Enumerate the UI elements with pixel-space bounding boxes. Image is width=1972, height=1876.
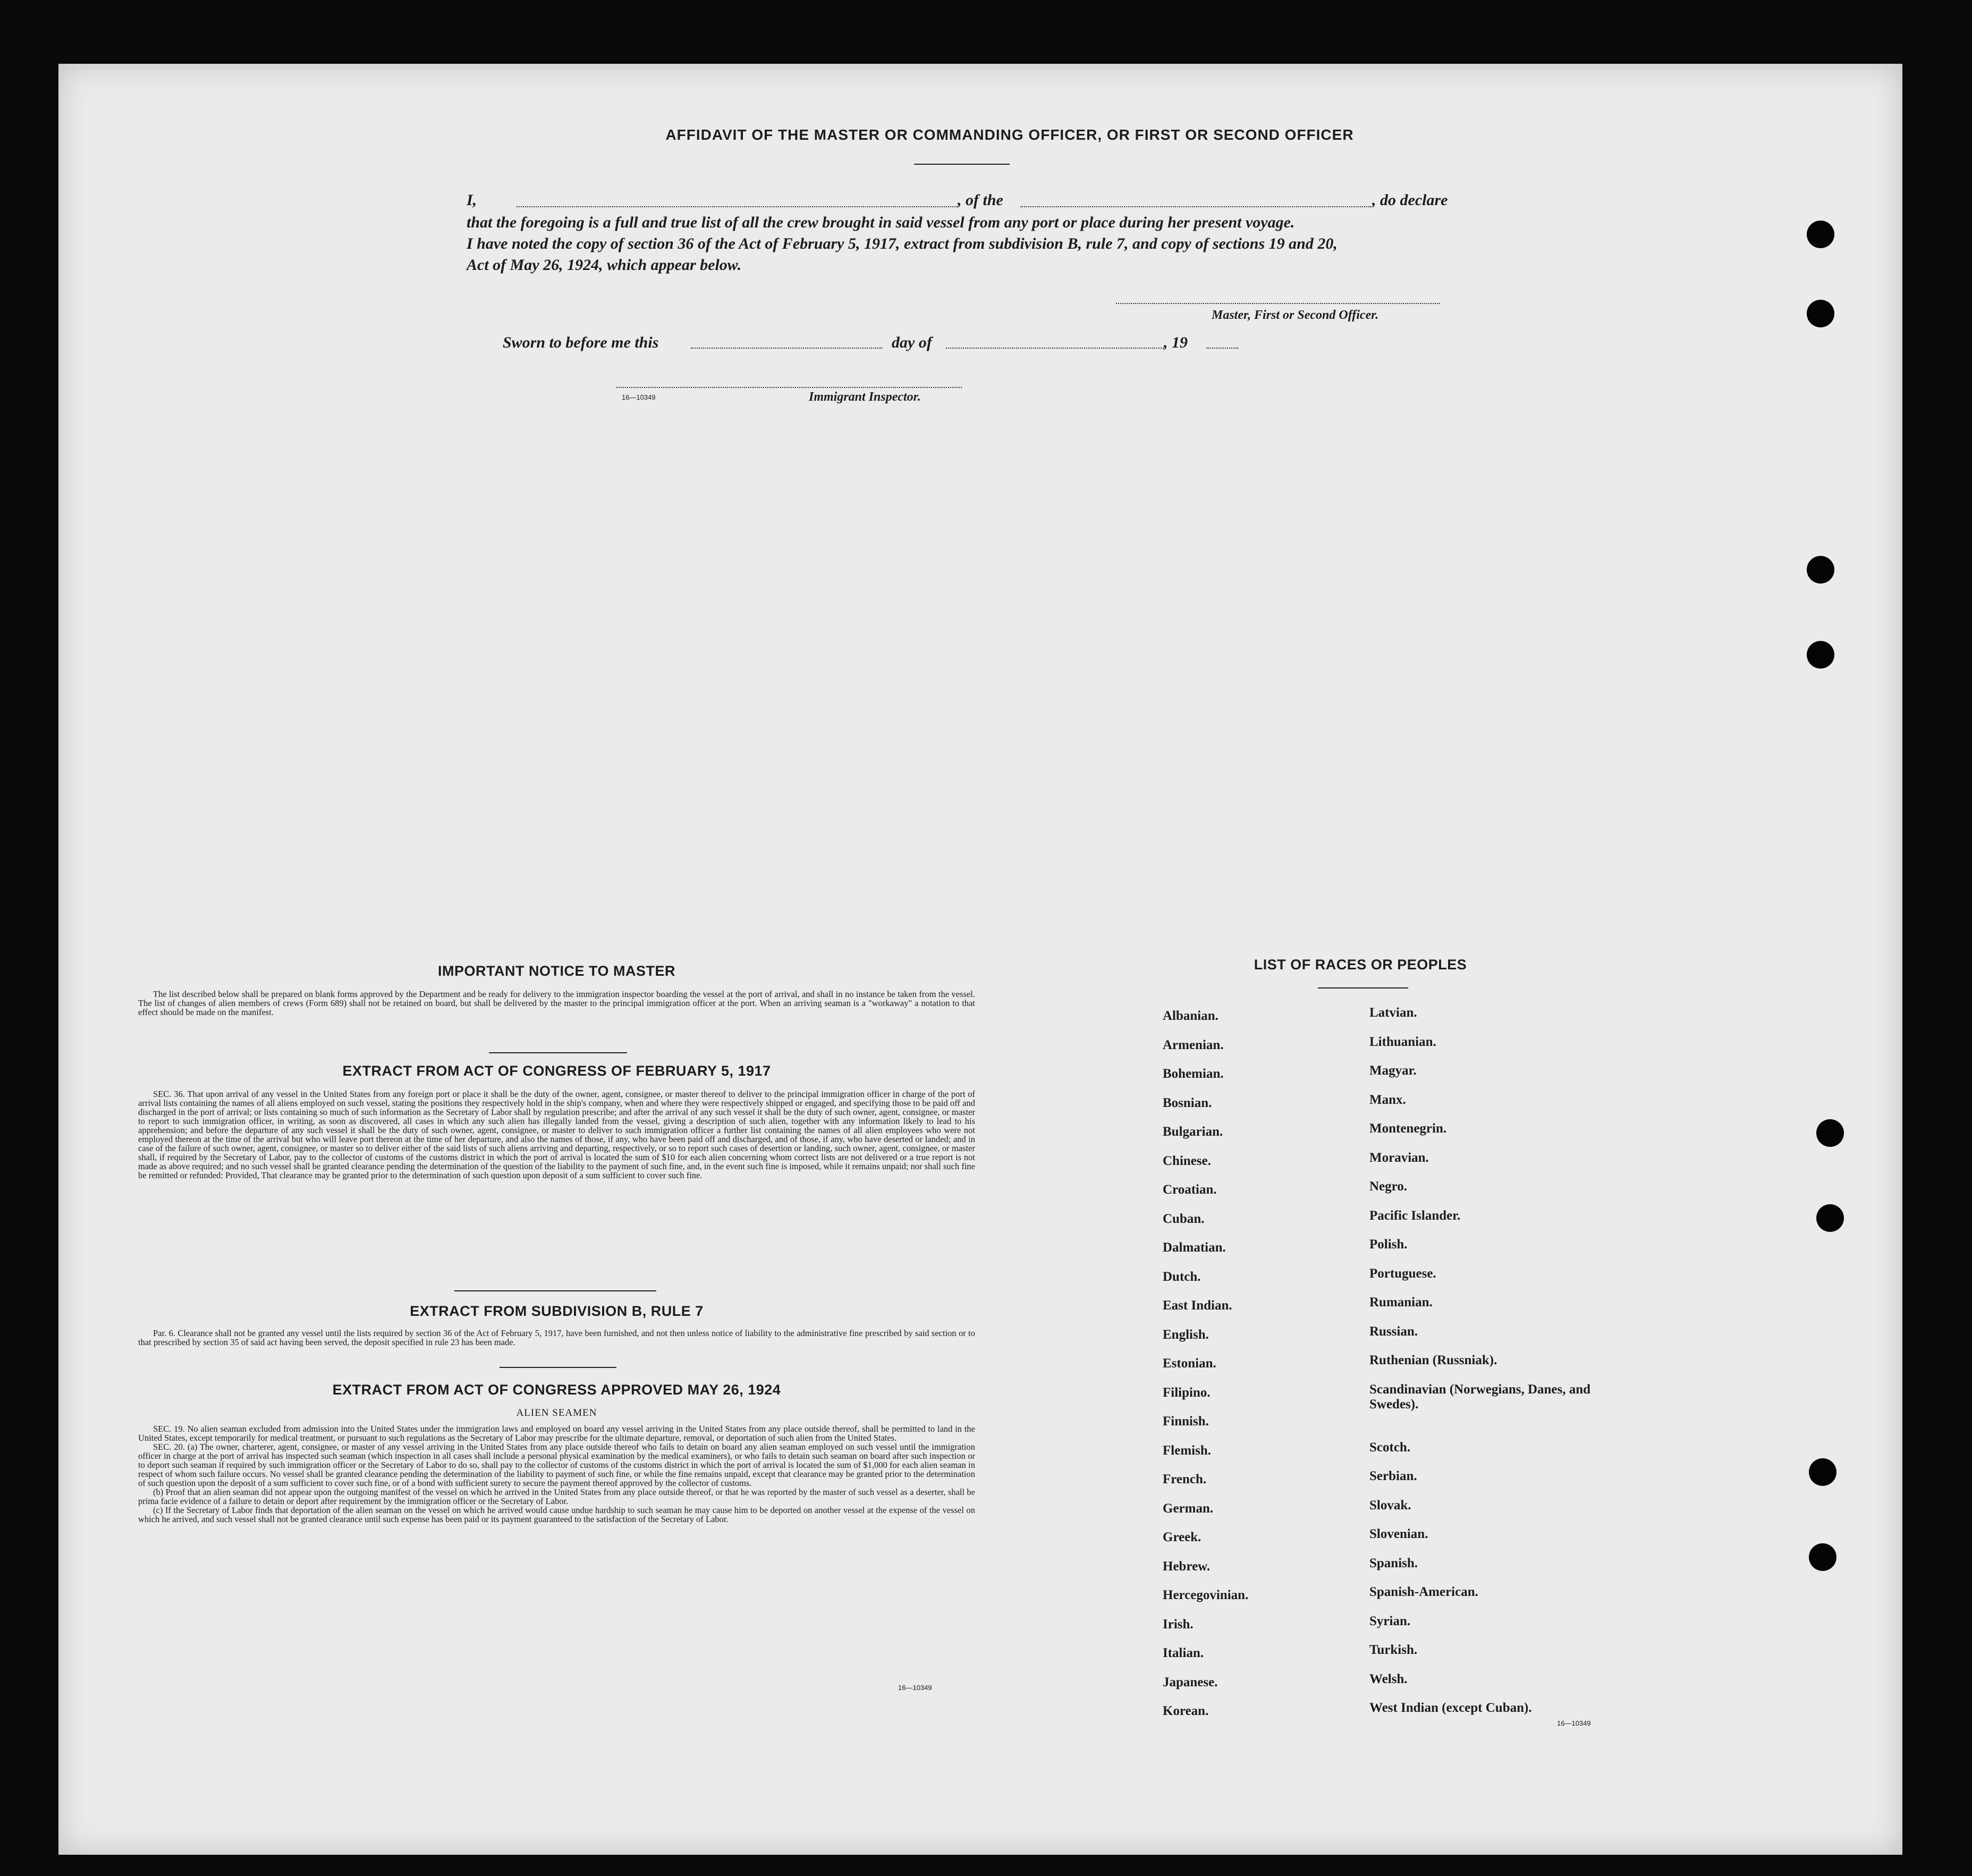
sec-20a-text: SEC. 20. (a) The owner, charterer, agent, consignee, or master of any vessel arriving in the United States from any place outside thereof who fails to detain on board any alien seaman employed on such vessel until the immigration officer in charge at the port of arrival has inspected such seaman (which inspection in all cases shall include a personal physical examination by the medical examiners), or who fails to detain such seaman on board after such inspection or to deport such seaman if required by such immigration officer or the Secretary of Labor to do so, shall pay to the collector of customs of the customs district in which the port of arrival is located the sum of $1,000 for each alien seaman in respect of whom such failure occurs. No vessel shall be granted clearance pending the determination of the liability to payment of such fine, or while the fine remains unpaid, except that clearance may be granted prior to the determination of such question upon the deposit of a sum sufficient to cover such fine, or of a bond with sufficient surety to secure the payment thereof approved by the collector of customs. [138,1442,975,1488]
race-item: Pacific Islander. [1369,1208,1461,1223]
race-item: Japanese. [1163,1675,1218,1689]
punch-hole [1807,556,1834,584]
extract-1917-divider [454,1290,656,1291]
sec-20c-text: (c) If the Secretary of Labor finds that deportation of the alien seaman on the vessel on which he arrived would cause undue hardship to such seaman he may cause him to be deported on another vessel at the expense of the vessel on which he arrived, and such vessel shall not be granted clearance until such expense has been paid or its payment guaranteed to the satisfaction of the Secretary of Labor. [138,1505,975,1524]
race-item: Slovenian. [1369,1527,1428,1541]
race-item: Albanian. [1163,1009,1218,1023]
punch-hole [1809,1543,1836,1571]
extract-1924-body [138,1424,975,1524]
race-item: West Indian (except Cuban). [1369,1701,1532,1715]
affidavit-line-1: that the foregoing is a full and true list of all the crew brought in said vessel from any port or place during her present voyage. [467,214,1295,231]
race-item: Estonian. [1163,1356,1216,1371]
affidavit-line-3: Act of May 26, 1924, which appear below. [467,256,742,274]
master-signature-label: Master, First or Second Officer. [1212,308,1379,322]
master-signature-blank[interactable] [1116,303,1440,304]
race-item: Bohemian. [1163,1067,1224,1081]
year-prefix: , 19 [1164,334,1188,351]
race-item: Chinese. [1163,1153,1211,1168]
race-item: Spanish-American. [1369,1585,1478,1599]
title-underline [914,164,1010,165]
race-item: Spanish. [1369,1556,1418,1570]
race-item: Serbian. [1369,1469,1417,1483]
punch-hole [1807,641,1834,669]
notice-text: The list described below shall be prepared on blank forms approved by the Department and be ready for delivery to the immigration inspector boarding the vessel at the port of arrival, and shall in no instance be taken from the vessel. The list of changes of alien members of crews (Form 689) shall not be retained on board, but shall be delivered by the master to the principal immigration officer at the port. When an arriving seaman is a "workaway" a notation to that effect should be made on the manifest. [138,989,975,1017]
sec-20b-text: (b) Proof that an alien seaman did not appear upon the outgoing manifest of the vessel on which he arrived in the United States from any place outside thereof, or that he was reported by the master of such vessel as a deserter, shall be prima facie evidence of a failure to detain or deport after requirement by the immigration officer or the Secretary of Labor. [138,1487,975,1506]
race-item: Bosnian. [1163,1095,1212,1110]
race-item: Dalmatian. [1163,1240,1226,1255]
sworn-label: Sworn to before me this [503,334,659,351]
notice-divider [489,1052,627,1053]
race-item: Ruthenian (Russniak). [1369,1353,1497,1367]
day-of-label: day of [892,334,932,351]
sec-19-text: SEC. 19. No alien seaman excluded from admission into the United States under the immigration laws and employed on board any vessel arriving in the United States from any place outside thereof, shall be permitted to land in the United States, except temporarily for medical treatment, or pursuant to such regulations as the Secretary of Labor may prescribe for the ultimate departure, removal, or deportation of such alien from the United States. [138,1424,975,1443]
extract-1924-title: EXTRACT FROM ACT OF CONGRESS APPROVED MAY 26, 1924 [332,1382,781,1398]
race-item: Finnish. [1163,1414,1209,1429]
sworn-day-blank[interactable] [691,348,882,349]
notice-title: IMPORTANT NOTICE TO MASTER [438,963,675,979]
race-item: Scandinavian (Norwegians, Danes, and Swedes). [1369,1382,1591,1412]
extract-1917-text: SEC. 36. That upon arrival of any vessel in the United States from any foreign port or place it shall be the duty of the owner, agent, consignee, or master thereof to deliver to the principal immigration officer in charge of the port of arrival lists containing the names of all aliens employed on such vessel, stating the positions they respectively hold in the ship's company, when and where they were respectively shipped or engaged, and specifying those to be paid off and discharged in the port of arrival; or lists containing so much of such information as the Secretary of Labor shall by regulation prescribe; and after the arrival of any such vessel it shall be the duty of such owner, agent, consignee, or master to report to such immigration officer, in writing, as soon as discovered, all cases in which any such alien has illegally landed from the vessel, giving a description of such alien, together with any information likely to lead to his apprehension; and before the departure of any such vessel it shall be the duty of such owner, agent, consignee, or master to deliver to such immigration officer a further list containing the names of all alien employees who were not employed thereon at the time of the arrival but who will leave port thereon at the time of her departure, and also the names of those, if any, who have been paid off and discharged, and of those, if any, who have deserted or landed; and in case of the failure of such owner, agent, consignee, or master so to deliver either of the said lists of such aliens arriving and departing, respectively, or so to report such cases of desertion or landing, such owner, agent, consignee, or master shall, if required by the Secretary of Labor, pay to the collector of customs of the customs district in which the port of arrival is located the sum of $10 for each alien concerning whom correct lists are not delivered or a true report is not made as above required; and no such vessel shall be granted clearance pending the determination of the question of the liability to the payment of such fine, and, in the event such fine is imposed, while it remains unpaid; nor shall such fine be remitted or refunded: Provided, That clearance may be granted prior to the determination of such question upon deposit of a sum sufficient to cover such fine. [138,1089,975,1180]
race-item: French. [1163,1472,1207,1486]
name-blank[interactable] [517,206,958,207]
races-title: LIST OF RACES OR PEOPLES [1254,957,1467,973]
race-item: Hercegovinian. [1163,1588,1249,1602]
race-item: Negro. [1369,1179,1408,1194]
race-item: German. [1163,1501,1214,1516]
race-item: East Indian. [1163,1298,1232,1313]
race-item: Moravian. [1369,1150,1429,1165]
race-item: Lithuanian. [1369,1034,1436,1049]
race-item: Magyar. [1369,1063,1417,1078]
do-declare-label: , do declare [1372,191,1448,209]
sworn-month-blank[interactable] [946,348,1164,349]
race-item: Syrian. [1369,1613,1411,1628]
i-label: I, [467,191,477,209]
race-item: Scotch. [1369,1440,1411,1455]
extract-1924-subtitle: ALIEN SEAMEN [516,1407,597,1418]
extract-rule7-divider [500,1367,616,1368]
sworn-year-blank[interactable] [1206,348,1238,349]
form-number-races: 16—10349 [1557,1719,1591,1727]
extract-rule7-title: EXTRACT FROM SUBDIVISION B, RULE 7 [410,1303,704,1319]
race-item: Flemish. [1163,1443,1211,1458]
race-item: Turkish. [1369,1643,1418,1657]
punch-hole [1809,1458,1836,1486]
race-item: Hebrew. [1163,1559,1211,1574]
race-item: Portuguese. [1369,1266,1436,1281]
of-the-label: , of the [958,191,1003,209]
race-item: Manx. [1369,1092,1406,1107]
race-item: Welsh. [1369,1671,1408,1686]
race-item: English. [1163,1327,1209,1342]
document-page [58,64,1902,1855]
race-item: Bulgarian. [1163,1125,1223,1139]
race-item: Montenegrin. [1369,1121,1447,1136]
race-item: Russian. [1369,1324,1418,1339]
race-item: Armenian. [1163,1037,1224,1052]
punch-hole [1807,300,1834,327]
race-item: Slovak. [1369,1498,1411,1512]
race-item: Irish. [1163,1617,1194,1632]
punch-hole [1816,1119,1844,1147]
affidavit-title: AFFIDAVIT OF THE MASTER OR COMMANDING OFFICER, OR FIRST OR SECOND OFFICER [665,126,1354,143]
extract-rule7-text: Par. 6. Clearance shall not be granted any vessel until the lists required by section 36 of the Act of February 5, 1917, have been furnished, and not then unless notice of liability to the administrative fine prescribed by said section or to that prescribed by section 35 of said act having been served, the deposit specified in rule 23 has been made. [138,1328,975,1347]
races-underline [1318,987,1408,988]
race-item: Polish. [1369,1237,1408,1252]
inspector-label: Immigrant Inspector. [809,390,921,404]
race-item: Latvian. [1369,1005,1417,1020]
race-item: Cuban. [1163,1211,1205,1226]
race-item: Italian. [1163,1646,1204,1660]
extract-1917-title: EXTRACT FROM ACT OF CONGRESS OF FEBRUARY 5, 1917 [342,1063,771,1079]
race-item: Filipino. [1163,1385,1211,1400]
affidavit-line-2: I have noted the copy of section 36 of the Act of February 5, 1917, extract from subdivision B, rule 7, and copy of sections 19 and 20, [467,235,1338,252]
punch-hole [1816,1204,1844,1232]
race-item: Greek. [1163,1530,1201,1544]
race-item: Dutch. [1163,1269,1201,1284]
race-item: Croatian. [1163,1182,1217,1197]
inspector-signature-blank[interactable] [616,387,962,388]
form-number-top: 16—10349 [622,393,656,401]
punch-hole [1807,221,1834,248]
race-item: Korean. [1163,1704,1209,1718]
race-item: Rumanian. [1369,1295,1433,1309]
form-number-bottom-left: 16—10349 [898,1684,932,1692]
vessel-blank[interactable] [1020,206,1371,207]
